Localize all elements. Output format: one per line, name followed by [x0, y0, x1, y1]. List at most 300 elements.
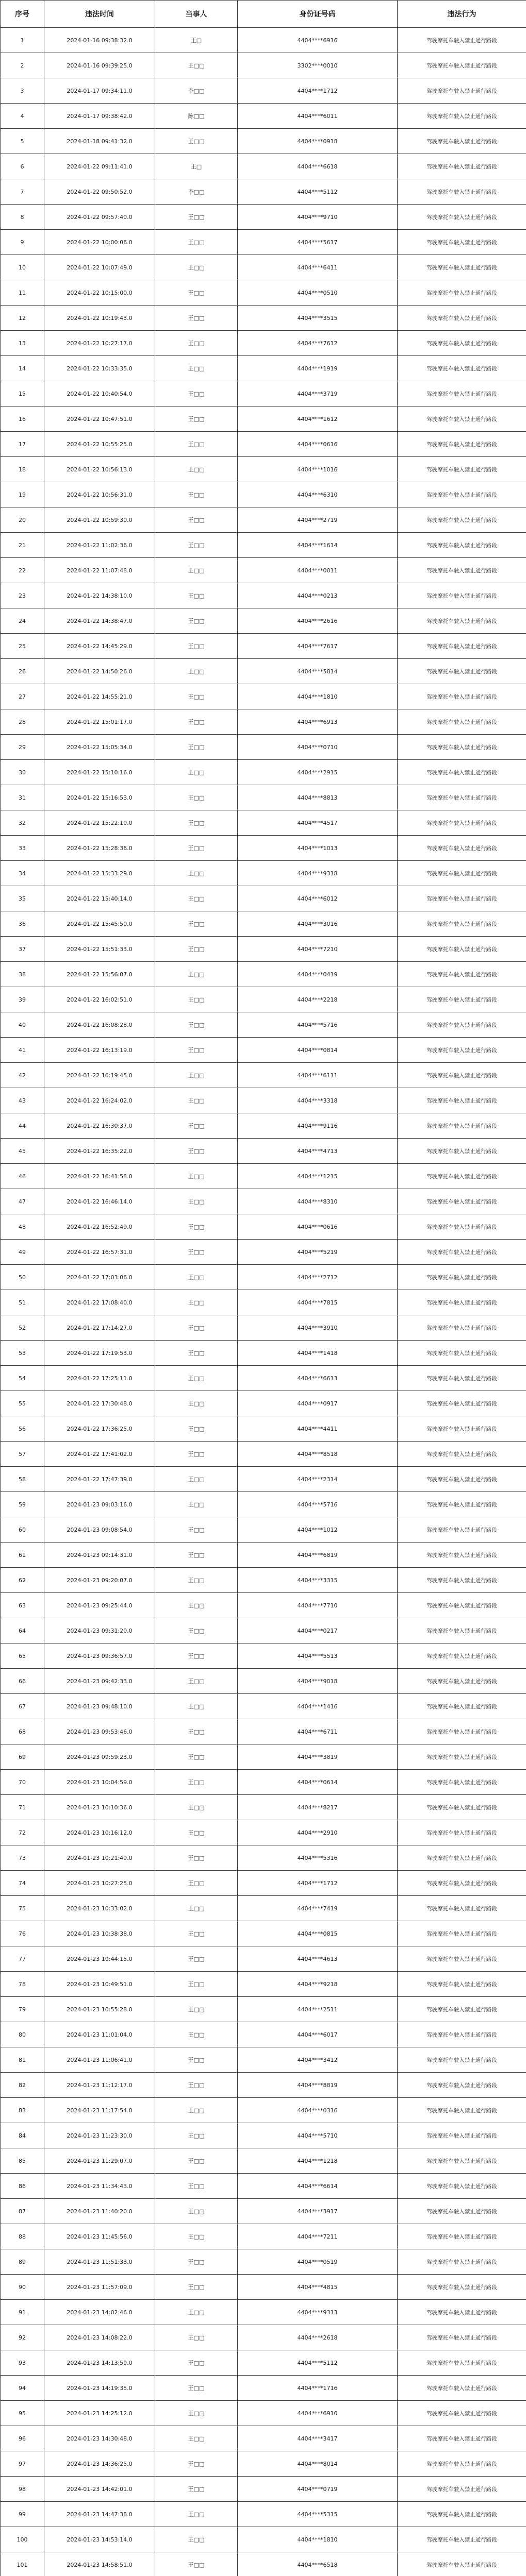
- cell-violation: 驾驶摩托车驶入禁止通行路段: [398, 1543, 526, 1568]
- cell-serial: 46: [1, 1164, 44, 1189]
- cell-violation-time: 2024-01-22 10:56:31.0: [44, 482, 155, 507]
- cell-violation: 驾驶摩托车驶入禁止通行路段: [398, 1214, 526, 1240]
- cell-violation: 驾驶摩托车驶入禁止通行路段: [398, 2098, 526, 2123]
- cell-id-number: 4404****1416: [238, 1694, 398, 1719]
- cell-serial: 65: [1, 1643, 44, 1669]
- cell-violation: 驾驶摩托车驶入禁止通行路段: [398, 1265, 526, 1290]
- cell-violation-time: 2024-01-23 09:03:16.0: [44, 1492, 155, 1517]
- cell-serial: 21: [1, 533, 44, 558]
- cell-serial: 43: [1, 1088, 44, 1113]
- cell-violation-time: 2024-01-22 14:55:21.0: [44, 684, 155, 709]
- cell-serial: 14: [1, 356, 44, 381]
- table-row: [1, 2249, 526, 2275]
- cell-violation: 驾驶摩托车驶入禁止通行路段: [398, 634, 526, 659]
- cell-violation-time: 2024-01-22 10:47:51.0: [44, 406, 155, 432]
- cell-serial: 86: [1, 2174, 44, 2199]
- cell-id-number: 4404****0710: [238, 735, 398, 760]
- cell-violation: 驾驶摩托车驶入禁止通行路段: [398, 1871, 526, 1896]
- table-row: [1, 2376, 526, 2401]
- cell-violation-time: 2024-01-23 14:36:25.0: [44, 2451, 155, 2477]
- cell-party: 王□□: [155, 1972, 238, 1997]
- cell-violation: 驾驶摩托车驶入禁止通行路段: [398, 684, 526, 709]
- cell-party: 陈□□: [155, 104, 238, 129]
- cell-violation-time: 2024-01-22 10:59:30.0: [44, 507, 155, 533]
- cell-id-number: 4404****4713: [238, 1139, 398, 1164]
- cell-violation: 驾驶摩托车驶入禁止通行路段: [398, 709, 526, 735]
- cell-serial: 35: [1, 886, 44, 911]
- cell-violation-time: 2024-01-22 10:27:17.0: [44, 331, 155, 356]
- cell-violation-time: 2024-01-23 14:13:59.0: [44, 2350, 155, 2376]
- cell-id-number: 4404****9018: [238, 1669, 398, 1694]
- cell-serial: 63: [1, 1593, 44, 1618]
- cell-party: 王□□: [155, 1416, 238, 1442]
- cell-violation-time: 2024-01-22 16:57:31.0: [44, 1240, 155, 1265]
- cell-id-number: 4404****9318: [238, 861, 398, 886]
- cell-serial: 40: [1, 1012, 44, 1038]
- cell-serial: 19: [1, 482, 44, 507]
- cell-id-number: 4404****2618: [238, 2325, 398, 2350]
- cell-violation: 驾驶摩托车驶入禁止通行路段: [398, 2477, 526, 2502]
- cell-id-number: 4404****8310: [238, 1189, 398, 1214]
- cell-id-number: 4404****2719: [238, 507, 398, 533]
- cell-serial: 89: [1, 2249, 44, 2275]
- table-row: [1, 432, 526, 457]
- cell-id-number: 4404****6411: [238, 255, 398, 280]
- cell-id-number: 4404****0814: [238, 1038, 398, 1063]
- cell-serial: 1: [1, 28, 44, 53]
- table-row: [1, 154, 526, 179]
- table-row: [1, 179, 526, 205]
- cell-serial: 51: [1, 1290, 44, 1315]
- cell-violation-time: 2024-01-22 17:25:11.0: [44, 1366, 155, 1391]
- cell-violation: 驾驶摩托车驶入禁止通行路段: [398, 507, 526, 533]
- cell-party: 王□□: [155, 785, 238, 810]
- cell-violation-time: 2024-01-22 17:47:39.0: [44, 1467, 155, 1492]
- cell-violation: 驾驶摩托车驶入禁止通行路段: [398, 1972, 526, 1997]
- table-row: [1, 861, 526, 886]
- cell-violation: 驾驶摩托车驶入禁止通行路段: [398, 1139, 526, 1164]
- cell-id-number: 4404****5316: [238, 1845, 398, 1871]
- cell-violation-time: 2024-01-22 17:14:27.0: [44, 1315, 155, 1341]
- cell-violation-time: 2024-01-22 14:38:47.0: [44, 608, 155, 634]
- cell-violation-time: 2024-01-22 16:13:19.0: [44, 1038, 155, 1063]
- table-row: [1, 1770, 526, 1795]
- cell-violation: 驾驶摩托车驶入禁止通行路段: [398, 1467, 526, 1492]
- cell-id-number: 4404****6012: [238, 886, 398, 911]
- cell-violation: 驾驶摩托车驶入禁止通行路段: [398, 911, 526, 937]
- cell-party: 王□□: [155, 2022, 238, 2047]
- cell-id-number: 4404****6017: [238, 2022, 398, 2047]
- cell-violation-time: 2024-01-22 14:50:26.0: [44, 659, 155, 684]
- cell-violation: 驾驶摩托车驶入禁止通行路段: [398, 937, 526, 962]
- cell-id-number: 4404****5716: [238, 1492, 398, 1517]
- cell-serial: 70: [1, 1770, 44, 1795]
- table-row: [1, 533, 526, 558]
- cell-violation: 驾驶摩托车驶入禁止通行路段: [398, 2426, 526, 2451]
- cell-serial: 15: [1, 381, 44, 406]
- cell-id-number: 4404****9116: [238, 1113, 398, 1139]
- cell-party: 王□□: [155, 432, 238, 457]
- cell-violation-time: 2024-01-22 15:33:29.0: [44, 861, 155, 886]
- cell-party: 王□□: [155, 2325, 238, 2350]
- cell-violation: 驾驶摩托车驶入禁止通行路段: [398, 1997, 526, 2022]
- cell-serial: 69: [1, 1744, 44, 1770]
- cell-id-number: 4404****5814: [238, 659, 398, 684]
- cell-party: 王□□: [155, 1669, 238, 1694]
- cell-id-number: 4404****2511: [238, 1997, 398, 2022]
- cell-violation: 驾驶摩托车驶入禁止通行路段: [398, 2123, 526, 2148]
- cell-party: 王□□: [155, 735, 238, 760]
- cell-violation-time: 2024-01-23 09:20:07.0: [44, 1568, 155, 1593]
- cell-party: 王□□: [155, 406, 238, 432]
- cell-violation: 驾驶摩托车驶入禁止通行路段: [398, 1946, 526, 1972]
- cell-id-number: 4404****0419: [238, 962, 398, 987]
- cell-violation: 驾驶摩托车驶入禁止通行路段: [398, 53, 526, 78]
- table-row: [1, 507, 526, 533]
- cell-serial: 97: [1, 2451, 44, 2477]
- cell-violation: 驾驶摩托车驶入禁止通行路段: [398, 482, 526, 507]
- cell-violation-time: 2024-01-17 09:34:11.0: [44, 78, 155, 104]
- cell-id-number: 4404****9218: [238, 1972, 398, 1997]
- cell-party: 王□□: [155, 1164, 238, 1189]
- cell-serial: 84: [1, 2123, 44, 2148]
- cell-party: 王□□: [155, 911, 238, 937]
- cell-serial: 8: [1, 205, 44, 230]
- cell-violation-time: 2024-01-22 17:19:53.0: [44, 1341, 155, 1366]
- table-row: [1, 1012, 526, 1038]
- cell-violation: 驾驶摩托车驶入禁止通行路段: [398, 608, 526, 634]
- cell-party: 王□□: [155, 1341, 238, 1366]
- cell-serial: 90: [1, 2275, 44, 2300]
- table-row: [1, 129, 526, 154]
- cell-serial: 53: [1, 1341, 44, 1366]
- cell-violation-time: 2024-01-23 10:49:51.0: [44, 1972, 155, 1997]
- cell-violation: 驾驶摩托车驶入禁止通行路段: [398, 2224, 526, 2249]
- cell-party: 王□□: [155, 1694, 238, 1719]
- cell-serial: 22: [1, 558, 44, 583]
- cell-violation: 驾驶摩托车驶入禁止通行路段: [398, 1366, 526, 1391]
- cell-id-number: 4404****3917: [238, 2199, 398, 2224]
- cell-violation-time: 2024-01-22 14:45:29.0: [44, 634, 155, 659]
- cell-id-number: 4404****1218: [238, 2148, 398, 2174]
- cell-serial: 94: [1, 2376, 44, 2401]
- table-row: [1, 836, 526, 861]
- cell-violation-time: 2024-01-23 14:58:51.0: [44, 2552, 155, 2576]
- cell-violation-time: 2024-01-23 09:25:44.0: [44, 1593, 155, 1618]
- cell-violation: 驾驶摩托车驶入禁止通行路段: [398, 306, 526, 331]
- cell-party: 王□□: [155, 2224, 238, 2249]
- cell-violation-time: 2024-01-23 09:36:57.0: [44, 1643, 155, 1669]
- cell-violation: 驾驶摩托车驶入禁止通行路段: [398, 810, 526, 836]
- cell-violation-time: 2024-01-23 11:34:43.0: [44, 2174, 155, 2199]
- cell-party: 王□□: [155, 2527, 238, 2552]
- cell-id-number: 4404****0316: [238, 2098, 398, 2123]
- cell-violation-time: 2024-01-23 11:01:04.0: [44, 2022, 155, 2047]
- table-row: [1, 1442, 526, 1467]
- table-row: [1, 78, 526, 104]
- cell-serial: 73: [1, 1845, 44, 1871]
- table-row: [1, 2325, 526, 2350]
- cell-id-number: 4404****0519: [238, 2249, 398, 2275]
- cell-violation-time: 2024-01-23 11:57:09.0: [44, 2275, 155, 2300]
- cell-violation: 驾驶摩托车驶入禁止通行路段: [398, 280, 526, 306]
- cell-party: 王□□: [155, 1845, 238, 1871]
- cell-party: 王□□: [155, 2426, 238, 2451]
- cell-party: 王□□: [155, 306, 238, 331]
- cell-serial: 5: [1, 129, 44, 154]
- cell-id-number: 4404****7210: [238, 937, 398, 962]
- cell-id-number: 4404****1418: [238, 1341, 398, 1366]
- cell-violation: 驾驶摩托车驶入禁止通行路段: [398, 230, 526, 255]
- cell-serial: 80: [1, 2022, 44, 2047]
- cell-id-number: 4404****7612: [238, 331, 398, 356]
- table-row: [1, 583, 526, 608]
- table-row: [1, 2199, 526, 2224]
- cell-violation-time: 2024-01-23 10:16:12.0: [44, 1820, 155, 1845]
- cell-violation-time: 2024-01-22 16:41:58.0: [44, 1164, 155, 1189]
- cell-id-number: 4404****0719: [238, 2477, 398, 2502]
- cell-serial: 47: [1, 1189, 44, 1214]
- cell-party: 王□□: [155, 684, 238, 709]
- cell-violation-time: 2024-01-22 10:19:43.0: [44, 306, 155, 331]
- cell-serial: 88: [1, 2224, 44, 2249]
- cell-party: 王□□: [155, 230, 238, 255]
- cell-violation-time: 2024-01-23 09:08:54.0: [44, 1517, 155, 1543]
- cell-id-number: 4404****1810: [238, 684, 398, 709]
- cell-serial: 24: [1, 608, 44, 634]
- table-row: [1, 1517, 526, 1543]
- table-row: [1, 53, 526, 78]
- cell-violation-time: 2024-01-23 10:04:59.0: [44, 1770, 155, 1795]
- cell-violation-time: 2024-01-22 10:00:06.0: [44, 230, 155, 255]
- cell-serial: 81: [1, 2047, 44, 2073]
- cell-violation: 驾驶摩托车驶入禁止通行路段: [398, 255, 526, 280]
- table-row: [1, 104, 526, 129]
- cell-violation-time: 2024-01-22 10:56:13.0: [44, 457, 155, 482]
- cell-id-number: 4404****3515: [238, 306, 398, 331]
- table-row: [1, 1719, 526, 1744]
- cell-party: 王□□: [155, 1315, 238, 1341]
- cell-violation-time: 2024-01-22 17:36:25.0: [44, 1416, 155, 1442]
- cell-serial: 91: [1, 2300, 44, 2325]
- cell-violation: 驾驶摩托车驶入禁止通行路段: [398, 1719, 526, 1744]
- cell-party: 王□□: [155, 1618, 238, 1643]
- table-row: [1, 1871, 526, 1896]
- cell-id-number: 4404****2616: [238, 608, 398, 634]
- cell-party: 王□□: [155, 1139, 238, 1164]
- cell-id-number: 4404****4411: [238, 1416, 398, 1442]
- cell-serial: 3: [1, 78, 44, 104]
- table-row: [1, 886, 526, 911]
- cell-id-number: 4404****5513: [238, 1643, 398, 1669]
- cell-violation-time: 2024-01-22 16:24:02.0: [44, 1088, 155, 1113]
- cell-party: 王□□: [155, 1240, 238, 1265]
- table-row: [1, 1618, 526, 1643]
- cell-violation-time: 2024-01-23 14:47:38.0: [44, 2502, 155, 2527]
- cell-id-number: 4404****1614: [238, 533, 398, 558]
- table-row: [1, 987, 526, 1012]
- table-row: [1, 1366, 526, 1391]
- table-row: [1, 1972, 526, 1997]
- cell-party: 王□□: [155, 1543, 238, 1568]
- cell-serial: 76: [1, 1921, 44, 1946]
- cell-party: 王□□: [155, 1088, 238, 1113]
- cell-violation: 驾驶摩托车驶入禁止通行路段: [398, 2199, 526, 2224]
- cell-party: 王□: [155, 28, 238, 53]
- table-row: [1, 1088, 526, 1113]
- cell-violation: 驾驶摩托车驶入禁止通行路段: [398, 356, 526, 381]
- table-row: [1, 2401, 526, 2426]
- cell-violation: 驾驶摩托车驶入禁止通行路段: [398, 1442, 526, 1467]
- cell-serial: 44: [1, 1113, 44, 1139]
- cell-serial: 83: [1, 2098, 44, 2123]
- table-row: [1, 1669, 526, 1694]
- cell-id-number: 4404****8014: [238, 2451, 398, 2477]
- cell-serial: 4: [1, 104, 44, 129]
- cell-violation-time: 2024-01-22 15:16:53.0: [44, 785, 155, 810]
- header-party: 当事人: [155, 1, 238, 28]
- cell-violation-time: 2024-01-23 14:53:14.0: [44, 2527, 155, 2552]
- cell-violation-time: 2024-01-22 16:35:22.0: [44, 1139, 155, 1164]
- cell-id-number: 4404****1716: [238, 2376, 398, 2401]
- cell-serial: 74: [1, 1871, 44, 1896]
- cell-violation-time: 2024-01-23 09:14:31.0: [44, 1543, 155, 1568]
- cell-id-number: 4404****0217: [238, 1618, 398, 1643]
- table-row: [1, 735, 526, 760]
- cell-serial: 18: [1, 457, 44, 482]
- cell-id-number: 4404****6310: [238, 482, 398, 507]
- cell-serial: 30: [1, 760, 44, 785]
- cell-violation: 驾驶摩托车驶入禁止通行路段: [398, 1694, 526, 1719]
- table-row: [1, 2148, 526, 2174]
- cell-serial: 99: [1, 2502, 44, 2527]
- cell-serial: 37: [1, 937, 44, 962]
- cell-id-number: 4404****5219: [238, 1240, 398, 1265]
- cell-violation-time: 2024-01-23 11:12:17.0: [44, 2073, 155, 2098]
- cell-party: 王□□: [155, 280, 238, 306]
- header-serial: 序号: [1, 1, 44, 28]
- cell-serial: 25: [1, 634, 44, 659]
- cell-party: 王□□: [155, 2477, 238, 2502]
- table-row: [1, 1921, 526, 1946]
- cell-violation: 驾驶摩托车驶入禁止通行路段: [398, 2174, 526, 2199]
- cell-violation: 驾驶摩托车驶入禁止通行路段: [398, 659, 526, 684]
- table-row: [1, 1997, 526, 2022]
- cell-party: 王□□: [155, 2174, 238, 2199]
- table-row: [1, 911, 526, 937]
- table-row: [1, 785, 526, 810]
- cell-violation-time: 2024-01-17 09:38:42.0: [44, 104, 155, 129]
- cell-id-number: 4404****3016: [238, 911, 398, 937]
- cell-violation: 驾驶摩托车驶入禁止通行路段: [398, 154, 526, 179]
- cell-id-number: 4404****2712: [238, 1265, 398, 1290]
- cell-serial: 101: [1, 2552, 44, 2576]
- cell-violation: 驾驶摩托车驶入禁止通行路段: [398, 1341, 526, 1366]
- cell-violation-time: 2024-01-22 15:28:36.0: [44, 836, 155, 861]
- cell-serial: 20: [1, 507, 44, 533]
- cell-party: 王□□: [155, 2502, 238, 2527]
- cell-party: 王□□: [155, 205, 238, 230]
- cell-id-number: 4404****7617: [238, 634, 398, 659]
- cell-serial: 34: [1, 861, 44, 886]
- cell-violation-time: 2024-01-22 16:30:37.0: [44, 1113, 155, 1139]
- cell-violation: 驾驶摩托车驶入禁止通行路段: [398, 331, 526, 356]
- header-violation: 违法行为: [398, 1, 526, 28]
- cell-party: 王□□: [155, 608, 238, 634]
- table-row: [1, 1492, 526, 1517]
- cell-party: 王□□: [155, 53, 238, 78]
- cell-violation: 驾驶摩托车驶入禁止通行路段: [398, 129, 526, 154]
- cell-serial: 67: [1, 1694, 44, 1719]
- table-body: [1, 28, 526, 2576]
- cell-party: 李□□: [155, 78, 238, 104]
- cell-violation: 驾驶摩托车驶入禁止通行路段: [398, 1820, 526, 1845]
- table-row: [1, 356, 526, 381]
- cell-party: 李□□: [155, 179, 238, 205]
- cell-violation: 驾驶摩托车驶入禁止通行路段: [398, 1517, 526, 1543]
- cell-violation: 驾驶摩托车驶入禁止通行路段: [398, 2148, 526, 2174]
- table-row: [1, 2426, 526, 2451]
- cell-id-number: 4404****9313: [238, 2300, 398, 2325]
- table-row: [1, 2073, 526, 2098]
- cell-violation-time: 2024-01-22 16:19:45.0: [44, 1063, 155, 1088]
- cell-serial: 42: [1, 1063, 44, 1088]
- cell-id-number: 4404****6011: [238, 104, 398, 129]
- cell-party: 王□□: [155, 760, 238, 785]
- cell-violation: 驾驶摩托车驶入禁止通行路段: [398, 2249, 526, 2275]
- cell-party: 王□□: [155, 1820, 238, 1845]
- cell-party: 王□□: [155, 2249, 238, 2275]
- cell-violation: 驾驶摩托车驶入禁止通行路段: [398, 962, 526, 987]
- cell-violation: 驾驶摩托车驶入禁止通行路段: [398, 785, 526, 810]
- cell-serial: 82: [1, 2073, 44, 2098]
- cell-violation: 驾驶摩托车驶入禁止通行路段: [398, 1770, 526, 1795]
- table-row: [1, 1139, 526, 1164]
- cell-serial: 71: [1, 1795, 44, 1820]
- cell-id-number: 4404****9710: [238, 205, 398, 230]
- cell-party: 王□□: [155, 1997, 238, 2022]
- cell-id-number: 4404****7419: [238, 1896, 398, 1921]
- cell-party: 王□□: [155, 255, 238, 280]
- cell-violation: 驾驶摩托车驶入禁止通行路段: [398, 2073, 526, 2098]
- cell-violation: 驾驶摩托车驶入禁止通行路段: [398, 1744, 526, 1770]
- cell-party: 王□□: [155, 1593, 238, 1618]
- cell-violation: 驾驶摩托车驶入禁止通行路段: [398, 836, 526, 861]
- cell-violation: 驾驶摩托车驶入禁止通行路段: [398, 1088, 526, 1113]
- table-row: [1, 2174, 526, 2199]
- cell-serial: 58: [1, 1467, 44, 1492]
- cell-party: 王□□: [155, 2148, 238, 2174]
- cell-party: 王□□: [155, 482, 238, 507]
- cell-id-number: 4404****0614: [238, 1770, 398, 1795]
- cell-serial: 95: [1, 2401, 44, 2426]
- cell-violation-time: 2024-01-22 16:46:14.0: [44, 1189, 155, 1214]
- cell-party: 王□□: [155, 1921, 238, 1946]
- cell-violation: 驾驶摩托车驶入禁止通行路段: [398, 1290, 526, 1315]
- cell-serial: 26: [1, 659, 44, 684]
- cell-id-number: 4404****3417: [238, 2426, 398, 2451]
- cell-party: 王□: [155, 154, 238, 179]
- cell-violation: 驾驶摩托车驶入禁止通行路段: [398, 2502, 526, 2527]
- cell-violation-time: 2024-01-22 15:56:07.0: [44, 962, 155, 987]
- cell-serial: 9: [1, 230, 44, 255]
- cell-violation: 驾驶摩托车驶入禁止通行路段: [398, 1921, 526, 1946]
- table-row: [1, 1341, 526, 1366]
- cell-violation: 驾驶摩托车驶入禁止通行路段: [398, 558, 526, 583]
- cell-serial: 60: [1, 1517, 44, 1543]
- cell-id-number: 4404****1612: [238, 406, 398, 432]
- cell-violation: 驾驶摩托车驶入禁止通行路段: [398, 2451, 526, 2477]
